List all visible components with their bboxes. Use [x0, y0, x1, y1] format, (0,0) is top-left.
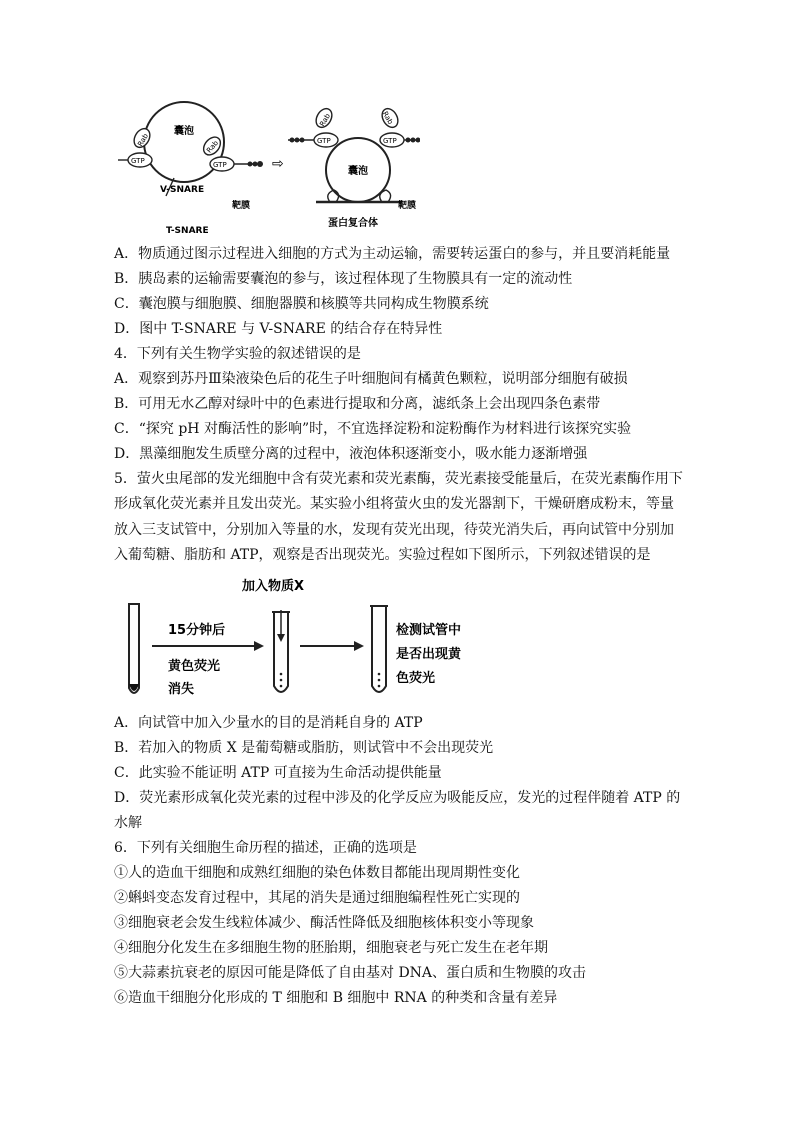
rab-label-left-2: Rab — [205, 139, 220, 155]
q3-option-c: C．囊泡膜与细胞膜、细胞器膜和核膜等共同构成生物膜系统 — [114, 296, 489, 312]
v-snare-label: V-SNARE — [160, 185, 205, 195]
q3-option-a: A．物质通过图示过程进入细胞的方式为主动运输，需要转运蛋白的参与，并且要消耗能量 — [114, 246, 671, 262]
protein-complex-label: 蛋白复合体 — [328, 218, 378, 229]
yellow-fluorescence-label-2: 消失 — [168, 682, 195, 697]
q5-option-a: A．向试管中加入少量水的目的是消耗自身的 ATP — [114, 715, 423, 731]
target-membrane-label-left: 靶膜 — [232, 201, 251, 211]
q5-stem-line-4: 入葡萄糖、脂肪和 ATP，观察是否出现荧光。实验过程如下图所示，下列叙述错误的是 — [114, 547, 651, 563]
q6-item-3: ③细胞衰老会发生线粒体减少、酶活性降低及细胞核体积变小等现象 — [114, 915, 534, 931]
q5-stem-line-1: 5．萤火虫尾部的发光细胞中含有荧光素和荧光素酶，荧光素接受能量后，在荧光素酶作用下 — [114, 471, 683, 487]
vesicle-docking-figure — [110, 96, 420, 242]
q6-item-4: ④细胞分化发生在多细胞生物的胚胎期，细胞衰老与死亡发生在老年期 — [114, 940, 548, 956]
q4-option-a: A．观察到苏丹Ⅲ染液染色后的花生子叶细胞间有橘黄色颗粒，说明部分细胞有破损 — [114, 371, 628, 387]
test-tube-1 — [128, 604, 140, 693]
q6-stem: 6．下列有关细胞生命历程的描述，正确的选项是 — [114, 840, 417, 856]
detect-label-2: 是否出现黄 — [396, 647, 462, 662]
q6-item-6: ⑥造血干细胞分化形成的 T 细胞和 B 细胞中 RNA 的种类和含量有差异 — [114, 990, 558, 1006]
firefly-experiment-figure — [118, 576, 488, 706]
q5-option-d-continued: 水解 — [114, 815, 142, 831]
q5-option-c: C．此实验不能证明 ATP 可直接为生命活动提供能量 — [114, 765, 442, 781]
rab-label-left-1: Rab — [136, 132, 150, 148]
q5-stem-line-3: 放入三支试管中，分别加入等量的水，发现有荧光出现，待荧光消失后，再向试管中分别加 — [114, 522, 674, 538]
detect-label-1: 检测试管中 — [396, 623, 462, 638]
test-tube-3 — [370, 606, 388, 692]
q5-option-d: D．荧光素形成氧化荧光素的过程中涉及的化学反应为吸能反应，发光的过程伴随着 ATP 的 — [114, 790, 681, 806]
transition-arrow: ⇨ — [272, 156, 284, 172]
vesicle-label-left: 囊泡 — [174, 126, 194, 137]
q6-item-5: ⑤大蒜素抗衰老的原因可能是降低了自由基对 DNA、蛋白质和生物膜的攻击 — [114, 965, 587, 981]
rab-label-right-2: Rab — [380, 110, 395, 126]
q4-option-d: D．黑藻细胞发生质壁分离的过程中，液泡体积逐渐变小，吸水能力逐渐增强 — [114, 446, 588, 462]
yellow-fluorescence-label-1: 黄色荧光 — [168, 659, 221, 674]
after-15-min-label: 15分钟后 — [168, 623, 226, 638]
q3-option-d: D．图中 T-SNARE 与 V-SNARE 的结合存在特异性 — [114, 321, 443, 337]
q5-option-b: B．若加入的物质 X 是葡萄糖或脂肪，则试管中不会出现荧光 — [114, 740, 494, 756]
t-snare-label: T-SNARE — [166, 226, 209, 236]
q4-option-c: C．“探究 pH 对酶活性的影响”时，不宜选择淀粉和淀粉酶作为材料进行该探究实验 — [114, 421, 632, 437]
q3-option-b: B．胰岛素的运输需要囊泡的参与，该过程体现了生物膜具有一定的流动性 — [114, 271, 573, 287]
q4-option-b: B．可用无水乙醇对绿叶中的色素进行提取和分离，滤纸条上会出现四条色素带 — [114, 396, 601, 412]
vesicle-label-right: 囊泡 — [348, 166, 368, 177]
gtp-label-right-2: GTP — [383, 137, 397, 145]
gtp-label-right-1: GTP — [317, 137, 331, 145]
q4-stem: 4．下列有关生物学实验的叙述错误的是 — [114, 346, 361, 362]
add-substance-x-label: 加入物质X — [242, 579, 305, 594]
q5-stem-line-2: 形成氧化荧光素并且发出荧光。某实验小组将萤火虫的发光器割下，干燥研磨成粉末，等量 — [114, 496, 674, 512]
rab-label-right-1: Rab — [318, 112, 332, 128]
target-membrane-label-right: 靶膜 — [398, 201, 417, 211]
gtp-label-left-2: GTP — [213, 161, 227, 169]
q6-item-2: ②蝌蚪变态发育过程中，其尾的消失是通过细胞编程性死亡实现的 — [114, 890, 520, 906]
q6-item-1: ①人的造血干细胞和成熟红细胞的染色体数目都能出现周期性变化 — [114, 865, 520, 881]
test-tube-2 — [272, 610, 290, 692]
gtp-label-left-1: GTP — [131, 157, 145, 165]
detect-label-3: 色荧光 — [396, 671, 436, 686]
